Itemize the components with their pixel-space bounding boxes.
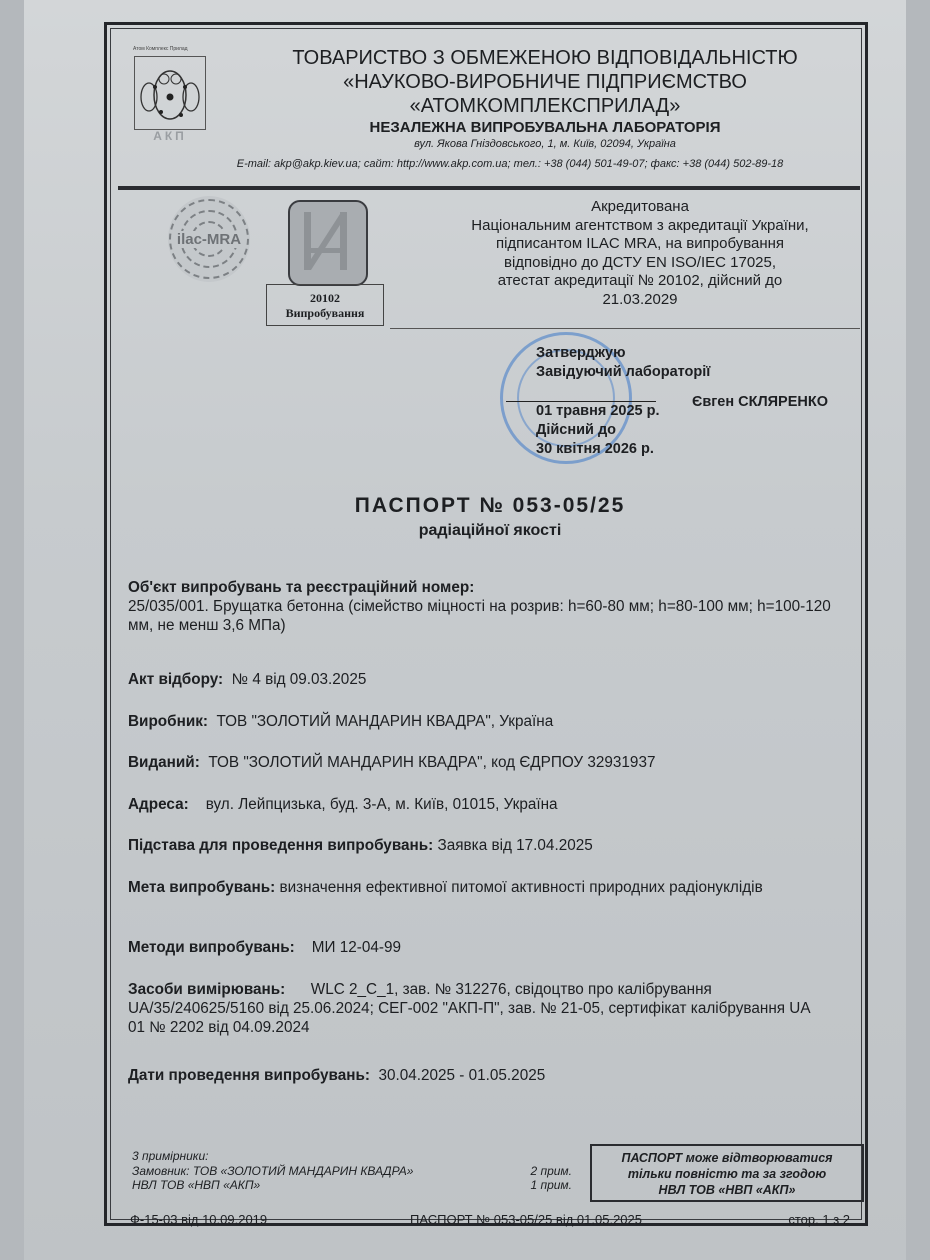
- header-divider: [118, 186, 860, 190]
- approval-block: [536, 344, 710, 459]
- org-line-3: «АТОМКОМПЛЕКСПРИЛАД»: [409, 95, 681, 117]
- approval-date: 01 травня 2025 р.: [536, 403, 660, 419]
- field-label: Підстава для проведення випробувань:: [128, 837, 434, 854]
- field-issued-to: [128, 753, 858, 772]
- field-purpose: [128, 878, 778, 897]
- copies-heading: 3 примірники:: [132, 1149, 209, 1163]
- owl-logo-icon: [134, 56, 206, 130]
- field-value: ТОВ "ЗОЛОТИЙ МАНДАРИН КВАДРА", Україна: [216, 713, 554, 730]
- page-number: стор. 1 з 2: [788, 1212, 850, 1227]
- field-value: ТОВ "ЗОЛОТИЙ МАНДАРИН КВАДРА", код ЄДРПОУ 32931937: [208, 754, 656, 771]
- field-test-dates: [128, 1066, 858, 1085]
- signer-name: Євген СКЛЯРЕНКО: [692, 394, 828, 410]
- field-basis: [128, 836, 858, 855]
- field-value: вул. Лейпцизька, буд. 3-А, м. Київ, 01015, Україна: [205, 796, 558, 813]
- field-label: Виданий:: [128, 754, 200, 771]
- document-subtitle: радіаційної якості: [418, 522, 562, 539]
- valid-label: Дійсний до: [536, 422, 617, 438]
- accreditation-text: [420, 198, 860, 309]
- field-object: [128, 578, 858, 635]
- approver-position: Завідуючий лабораторії: [536, 364, 711, 380]
- field-value: № 4 від 09.03.2025: [231, 671, 367, 688]
- field-label: Виробник:: [128, 713, 208, 730]
- copy-count: 1 прим.: [530, 1178, 572, 1192]
- accr-line: Акредитована: [591, 198, 689, 215]
- field-value: 25/035/001. Брущатка бетонна (сімейство міцності на розрив: h=60-80 мм; h=80-100 мм; h=100-120 мм, не менш 3,6 МПа): [128, 598, 831, 634]
- field-value: 30.04.2025 - 01.05.2025: [378, 1067, 546, 1084]
- field-label: Акт відбору:: [128, 671, 224, 688]
- field-instruments: [128, 980, 828, 1037]
- accreditation-divider: [390, 328, 860, 329]
- field-manufacturer: [128, 712, 858, 731]
- notice-line: тільки повністю та за згодою: [627, 1167, 827, 1181]
- field-label: Адреса:: [128, 796, 189, 813]
- accr-line: Національним агентством з акредитації України,: [471, 216, 809, 234]
- accr-line: атестат акредитації № 20102, дійсний до: [497, 272, 783, 289]
- copy-row: [132, 1178, 572, 1193]
- org-address: вул. Якова Гніздовського, 1, м. Київ, 02094, Україна: [414, 138, 676, 150]
- copy-count: 2 прим.: [530, 1163, 572, 1178]
- approve-label: Затверджую: [536, 345, 626, 361]
- field-label: Об'єкт випробувань та реєстраційний номер:: [128, 579, 475, 596]
- field-sampling-act: [128, 670, 858, 689]
- notice-line: НВЛ ТОВ «НВП «АКП»: [658, 1183, 796, 1197]
- naau-logo-icon: [288, 200, 368, 286]
- accr-line: підписантом ILAC MRA, на випробування: [495, 235, 785, 252]
- signature-line: [536, 382, 710, 402]
- document-title: ПАСПОРТ № 053-05/25: [354, 494, 626, 517]
- field-label: Дати проведення випробувань:: [128, 1067, 370, 1084]
- copies-distribution: [132, 1149, 572, 1193]
- org-line-1: ТОВАРИСТВО З ОБМЕЖЕНОЮ ВІДПОВІДАЛЬНІСТЮ: [292, 47, 798, 69]
- logo-caption: Атом Комплекс Прилад: [133, 46, 188, 52]
- field-methods: [128, 938, 858, 957]
- copy-row: [132, 1164, 572, 1179]
- field-value: WLC 2_C_1, зав. № 312276, свідоцтво про калібрування UA/35/240625/5160 від 25.06.2024; СЕГ-002 "АКП-П", зав. № 21-05, сертифікат калібрування UA 01 № 2202 від 04.09.2024: [128, 981, 810, 1036]
- cert-type: Випробування: [285, 306, 365, 320]
- field-label: Мета випробувань:: [128, 879, 276, 896]
- accreditation-cert-box: [266, 284, 384, 326]
- org-contacts: E-mail: akp@akp.kiev.ua; сайт: http://www.akp.com.ua; тел.: +38 (044) 501-49-07; факс: +38 (044) 502-89-18: [236, 158, 784, 170]
- accr-line: 21.03.2029: [602, 290, 678, 308]
- cert-number: 20102: [310, 291, 340, 305]
- ilac-mra-logo-icon: ilac-MRA: [168, 196, 250, 282]
- field-value: визначення ефективної питомої активності природних радіонуклідів: [279, 879, 763, 896]
- accr-line: відповідно до ДСТУ EN ISO/IEC 17025,: [503, 253, 777, 271]
- reproduction-notice: [590, 1144, 864, 1202]
- field-label: Засоби вимірювань:: [128, 981, 286, 998]
- organization-header: [240, 46, 850, 151]
- field-label: Методи випробувань:: [128, 939, 295, 956]
- copy-recipient: Замовник: ТОВ «ЗОЛОТИЙ МАНДАРИН КВАДРА»: [132, 1163, 414, 1178]
- valid-until: 30 квітня 2026 р.: [536, 441, 654, 457]
- field-value: МИ 12-04-99: [311, 939, 402, 956]
- copy-recipient: НВЛ ТОВ «НВП «АКП»: [132, 1178, 261, 1192]
- notice-line: ПАСПОРТ може відтворюватися: [621, 1151, 833, 1165]
- document-reference: ПАСПОРТ № 053-05/25 від 01.05.2025: [410, 1212, 642, 1227]
- field-value: Заявка від 17.04.2025: [437, 837, 593, 854]
- form-number: Ф-15-03 від 10.09.2019: [130, 1212, 268, 1227]
- org-line-2: «НАУКОВО-ВИРОБНИЧЕ ПІДПРИЄМСТВО: [343, 71, 747, 93]
- field-address: [128, 795, 858, 814]
- lab-name: НЕЗАЛЕЖНА ВИПРОБУВАЛЬНА ЛАБОРАТОРІЯ: [369, 119, 721, 136]
- akp-logo-text: АКП: [153, 129, 187, 143]
